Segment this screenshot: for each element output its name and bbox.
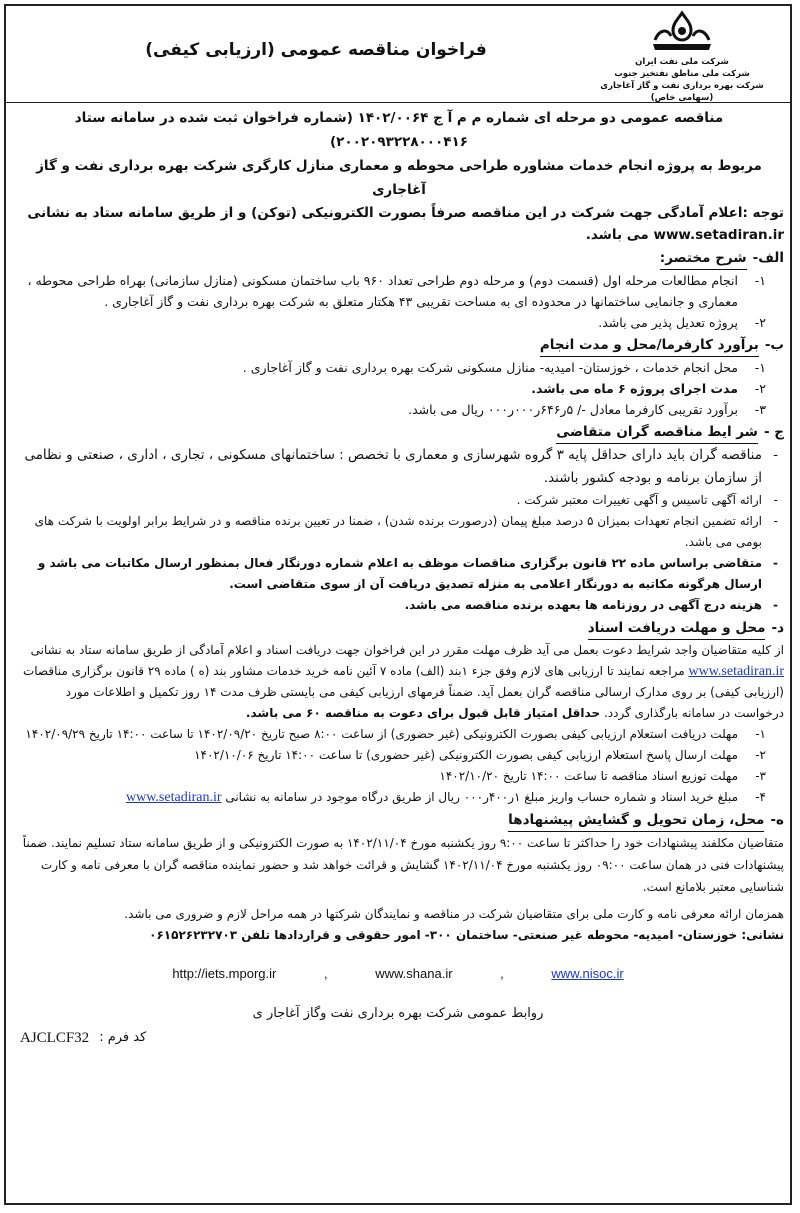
project-title-line: مربوط به پروژه انجام خدمات مشاوره طراحی محوطه و معماری منازل کارگری شرکت بهره برداری نفت و گاز آغاجاری: [36, 158, 762, 198]
setadiran-link[interactable]: www.setadiran.ir: [688, 664, 784, 679]
item-text: ارائه آگهی تاسیس و آگهی تغییرات معتبر شرکت .: [516, 493, 762, 507]
section-e-note: همزمان ارائه معرفی نامه و کارت ملی برای متقاضیان شرکت در مناقصه و نمایندگان شرکتها در همه مراحل لازم و ضروری می باشد.: [124, 907, 784, 921]
footer-links: [6, 966, 790, 981]
paragraph-text: مراجعه نمایند تا ارزیابی های لازم وفق جزء ۱بند (الف) ماده ۷ آئین نامه خرید خدمات مشاور بند (ه ) ماده ۲۹ قانون برگزاری مناقصات (ارزیابی کیفی) بر روی مدارک ارسالی مناقصه گران بعمل آید. ضمناً فرمهای ارزیابی کیفی می بایستی ظرف مدت ۱۴ روز تکمیل و اطلاعات مورد درخواست در سامانه بارگذاری گردد.: [22, 664, 784, 720]
tender-number-line: مناقصه عمومی دو مرحله ای شماره م م آ ج ۱۴۰۲/۰۰۶۴ (شماره فراخوان ثبت شده در سامانه ستاد ۲۰۰۲۰۹۳۲۲۸۰۰۰۴۱۶): [74, 110, 724, 150]
section-b-title: برآورد کارفرما/محل و مدت انجام: [540, 335, 759, 357]
public-relations-signature: روابط عمومی شرکت بهره برداری نفت وگاز آغاجار ی: [252, 1006, 544, 1021]
section-a-item: [14, 312, 784, 333]
item-number: ۳-: [755, 769, 766, 783]
section-c-item: - هزینه درج آگهی در روزنامه ها بعهده برنده مناقصه می باشد.: [14, 595, 784, 616]
section-c-label: ج -: [763, 424, 784, 440]
item-text: انجام مطالعات مرحله اول (قسمت دوم) و مرحله دوم طراحی تعداد ۹۶۰ باب ساختمان مسکونی (منازل سازمانی) بهراه طراحی محوطه ، معماری و جانمایی ساختمانها در محدوده ای به مساحت تقریبی ۴۳ هکتار متعلق به شرکت بهره برداری نفت و گاز آغاجاری .: [27, 273, 738, 309]
section-d-title: محل و مهلت دریافت اسناد: [588, 618, 766, 640]
form-code-value: AJCLCF32: [20, 1030, 90, 1046]
section-c-item: - ارائه تضمین انجام تعهدات بمیزان ۵ درصد مبلغ پیمان (درصورت برنده شدن) ، ضمنا در تعیین برنده مناقصه و در شرایط برابر اولویت با شرکت های بومی می باشد.: [14, 511, 784, 553]
section-e-label: ه-: [770, 812, 784, 828]
min-score-text: حداقل امتیاز قابل قبول برای دعوت به مناقصه ۶۰ می باشد.: [245, 706, 601, 720]
item-text: محل انجام خدمات ، خوزستان- امیدیه- منازل مسکونی شرکت بهره برداری نفت و گاز آغاجاری .: [242, 360, 738, 375]
section-a-label: الف-: [752, 250, 784, 266]
header: [6, 6, 790, 103]
item-number: ۱-: [755, 727, 766, 741]
item-text: پروژه تعدیل پذیر می باشد.: [598, 315, 738, 330]
section-d-paragraph: [14, 640, 784, 724]
section-b-label: ب-: [764, 337, 784, 353]
section-d-item: [14, 787, 784, 808]
notice-frame: [4, 4, 792, 1205]
logo-line-2: شرکت ملی مناطق نفتخیز جنوب: [614, 69, 750, 79]
company-logo: [582, 10, 782, 103]
item-text: ارائه تضمین انجام تعهدات بمیزان ۵ درصد مبلغ پیمان (درصورت برنده شدن) ، ضمنا در تعیین برنده مناقصه و در شرایط برابر اولویت با شرکت های بومی می باشد.: [34, 514, 762, 549]
nisoc-link[interactable]: www.nisoc.ir: [551, 966, 624, 981]
item-text: هزینه درج آگهی در روزنامه ها بعهده برنده مناقصه می باشد.: [404, 598, 762, 612]
item-text: مهلت دریافت استعلام ارزیابی کیفی بصورت الکترونیکی (غیر حضوری) از ساعت ۸:۰۰ صبح تاریخ ۱۴۰۲/۰۹/۲۰ تا ساعت ۱۴:۰۰ تاریخ ۱۴۰۲/۰۹/۲۹: [25, 727, 738, 741]
item-number: ۲-: [754, 315, 766, 330]
section-b-item: [14, 357, 784, 378]
logo-line-3: شرکت بهره برداری نفت و گاز آغاجاری (سهامی خاص): [600, 81, 764, 103]
logo-line-1: شرکت ملی نفت ایران: [635, 57, 729, 67]
section-a-heading: [14, 248, 784, 270]
link-separator: ,: [500, 966, 504, 981]
item-text: مناقصه گران باید دارای حداقل پایه ۳ گروه شهرسازی و معماری با تخصص : ساختمانهای مسکونی ، تجاری ، اداری ، صنعتی و نظامی از سازمان برنامه و بودجه کشور باشند.: [24, 447, 762, 486]
form-code-label: کد فرم :: [99, 1030, 147, 1045]
item-number: ۴-: [755, 790, 766, 804]
form-code: [20, 1030, 146, 1047]
section-e-heading: [14, 810, 784, 832]
section-e-title: محل، زمان تحویل و گشایش پیشنهادها: [508, 810, 764, 832]
item-text: مدت اجرای پروژه ۶ ماه می باشد.: [531, 381, 738, 396]
shana-link[interactable]: www.shana.ir: [375, 966, 453, 981]
item-number: ۱-: [754, 273, 766, 288]
link-separator: ,: [323, 966, 328, 981]
section-b-item: [14, 378, 784, 399]
section-c-item: - ارائه آگهی تاسیس و آگهی تغییرات معتبر شرکت .: [14, 490, 784, 511]
item-number: ۳-: [754, 402, 766, 417]
mporg-link[interactable]: http://iets.mporg.ir: [172, 966, 277, 981]
section-d-item: [14, 745, 784, 766]
notice-line: توجه :اعلام آمادگی جهت شرکت در این مناقصه صرفاً بصورت الکترونیکی (توکن) و از طریق سامانه ستاد به نشانی www.setadiran.ir می باشد.: [27, 205, 784, 243]
section-b-heading: [14, 335, 784, 357]
item-text: مهلت ارسال پاسخ استعلام ارزیابی کیفی بصورت الکترونیکی (غیر حضوری) تا ساعت ۱۴:۰۰ تاریخ ۱۴۰۲/۱۰/۰۶: [194, 748, 738, 762]
item-text: مهلت توزیع اسناد مناقصه تا ساعت ۱۴:۰۰ تاریخ ۱۴۰۲/۱۰/۲۰: [439, 769, 738, 783]
flame-logo-icon: [647, 10, 717, 54]
section-c-item: - متقاضی براساس ماده ۲۲ قانون برگزاری مناقصات موظف به اعلام شماره دورنگار فعال بمنظور ارسال مکاتبات می باشد و ارسال هرگونه مکاتبه به دورنگار اعلامی به منزله تصدیق دریافت آن از سوی متقاضی است.: [14, 553, 784, 595]
item-text: مبلغ خرید اسناد و شماره حساب واریز مبلغ ۱ر۴۰۰ر۰۰۰ ریال از طریق درگاه موجود در سامانه به نشانی: [225, 790, 738, 804]
document-title: فراخوان مناقصه عمومی (ارزیابی کیفی): [145, 40, 487, 60]
item-number: ۲-: [755, 748, 766, 762]
section-c-heading: [14, 422, 784, 444]
section-b-item: [14, 399, 784, 420]
setadiran-link[interactable]: www.setadiran.ir: [126, 790, 222, 805]
section-e-paragraph: متقاضیان مکلفند پیشنهادات خود را حداکثر تا ساعت ۹:۰۰ روز یکشنبه مورخ ۱۴۰۲/۱۱/۰۴ به صورت الکترونیکی و از طریق سامانه ستاد تسلیم نمایند. ضمناً پیشنهادات فنی در همان ساعت ۰۹:۰۰ روز یکشنبه مورخ ۱۴۰۲/۱۱/۰۴ گشایش و قرائت خواهد شد و حضور نماینده مناقصه گران با معرفی نامه و کارت شناسایی معتبر بلامانع است.: [22, 836, 784, 894]
section-a-item: [14, 270, 784, 312]
section-c-title: شر ایط مناقصه گران متقاضی: [556, 422, 758, 444]
item-text: متقاضی براساس ماده ۲۲ قانون برگزاری مناقصات موظف به اعلام شماره دورنگار فعال بمنظور ارسال مکاتبات می باشد و ارسال هرگونه مکاتبه به دورنگار اعلامی به منزله تصدیق دریافت آن از سوی متقاضی است.: [37, 556, 762, 591]
section-d-heading: [14, 618, 784, 640]
section-d-item: [14, 766, 784, 787]
paragraph-text: از کلیه متقاضیان واجد شرایط دعوت بعمل می آید ظرف مهلت مقرر در این فراخوان جهت دریافت اسناد و اعلام آمادگی از طریق سامانه ستاد به نشانی: [30, 643, 784, 657]
section-c-item: - مناقصه گران باید دارای حداقل پایه ۳ گروه شهرسازی و معماری با تخصص : ساختمانهای مسکونی ، تجاری ، اداری ، صنعتی و نظامی از سازمان برنامه و بودجه کشور باشند.: [14, 444, 784, 490]
section-d-item: [14, 724, 784, 745]
item-text: برآورد تقریبی کارفرما معادل -/ ۵ر۶۴۶ر۰۰۰ر۰۰۰ ریال می باشد.: [408, 402, 738, 417]
section-d-label: د-: [771, 620, 784, 636]
item-number: ۲-: [754, 381, 766, 396]
section-a-title: شرح مختصر:: [660, 248, 747, 270]
address-line: نشانی: خوزستان- امیدیه- محوطه غیر صنعتی- ساختمان ۳۰۰- امور حقوقی و قراردادها تلفن ۰۶۱۵۲۶۲۳۲۷۰۳: [149, 928, 784, 942]
notice-body: [14, 106, 784, 946]
item-number: ۱-: [754, 360, 766, 375]
